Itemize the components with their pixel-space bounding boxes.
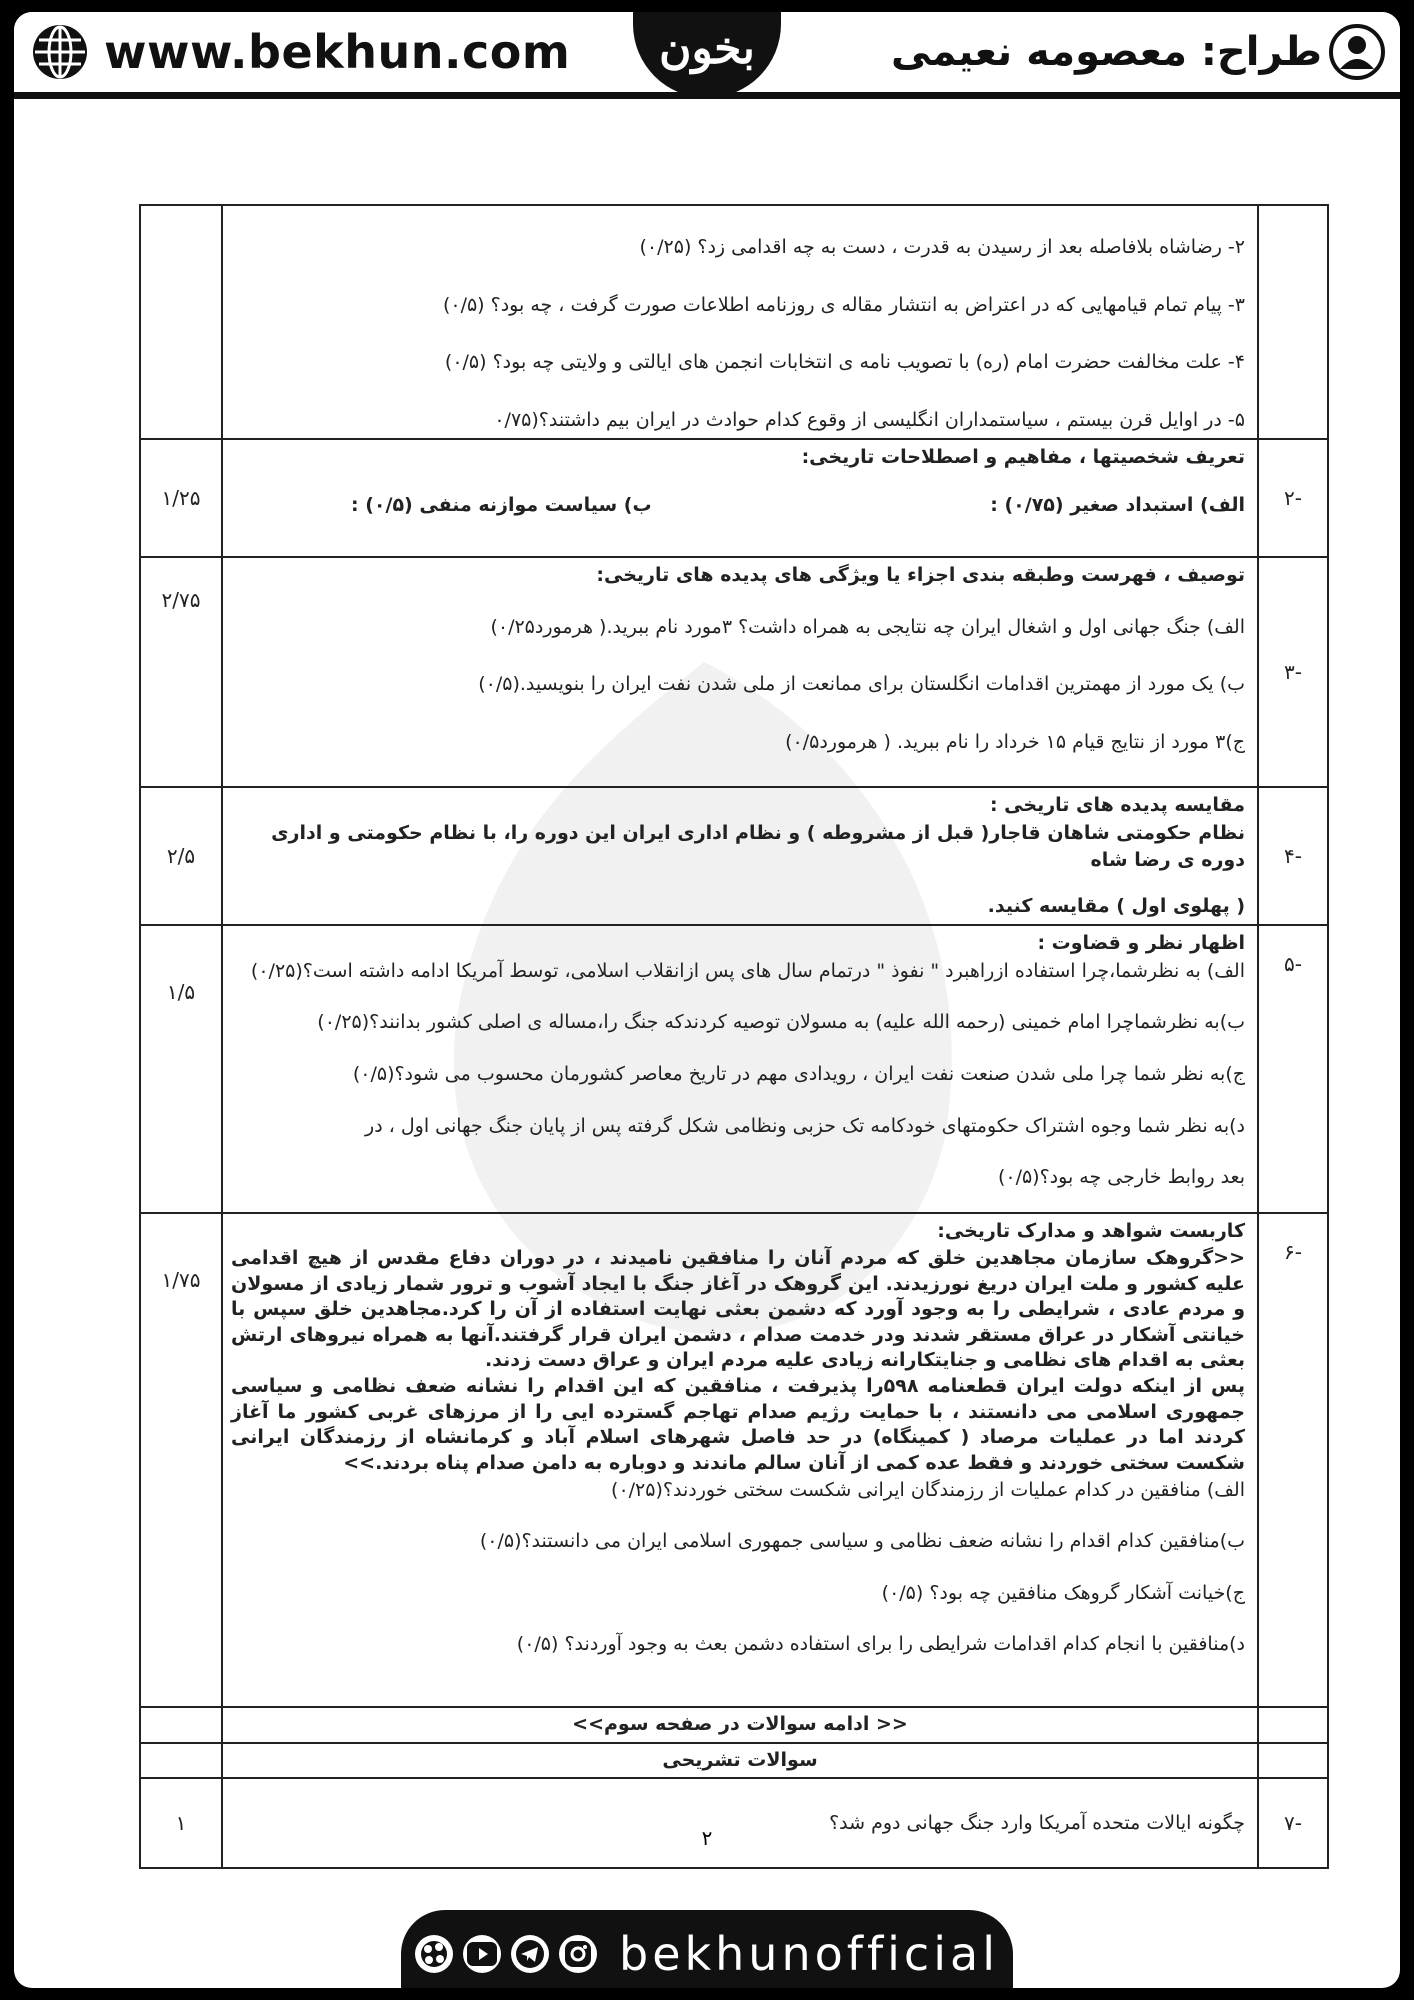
empty-cell [140,1707,222,1743]
section-title: سوالات تشریحی [222,1743,1258,1779]
question-score: ۱/۷۵ [140,1213,222,1707]
q5-part-d-line-1: د)به نظر شما وجوه اشتراک حکومتهای خودکامه تک حزبی ونظامی شکل گرفته پس از پایان جنگ جهانی اول ، در [365,1114,1245,1137]
q2-title: تعریف شخصیتها ، مفاهیم و اصطلاحات تاریخی: [801,446,1245,469]
question-number: -۶ [1258,1213,1328,1707]
q4-body-line-2: ( پهلوی اول ) مقایسه کنید. [987,894,1245,917]
brand-logo [633,12,781,98]
q2-parts [231,492,1245,520]
designer-credit [891,20,1386,84]
exam-table [139,204,1329,1869]
q5-part-c: ج)به نظر شما چرا ملی شدن صنعت نفت ایران ، رویدادی مهم در تاریخ معاصر کشورمان محسوب می شود؟(۰/۵) [352,1063,1245,1086]
telegram-icon[interactable] [511,1935,549,1973]
globe-icon [30,22,90,82]
question-row-5 [140,925,1328,1213]
question-score: ۱/۲۵ [140,439,222,557]
question-score: ۲/۷۵ [140,557,222,787]
user-icon [1328,23,1386,81]
site-url[interactable]: www.bekhun.com [104,25,571,79]
question-score [140,205,222,439]
q3-part-b: ب) یک مورد از مهمترین اقدامات انگلستان برای ممانعت از ملی شدن نفت ایران را بنویسید.(۰/۵) [478,673,1245,696]
social-footer [401,1910,1013,1988]
q4-body-line-1: نظام حکومتی شاهان قاجار( قبل از مشروطه ) و نظام اداری ایران این دوره را، با نظام حکومتی و اداری دوره ی رضا شاه [271,821,1245,872]
designer-name: طراح: معصومه نعیمی [890,29,1322,75]
question-content [222,1778,1258,1868]
logo-text: بخون [659,22,755,74]
question-content [222,787,1258,925]
q1-item-2: ۲- رضاشاه بلافاصله بعد از رسیدن به قدرت ، دست به چه اقدامی زد؟ (۰/۲۵) [639,236,1245,258]
q5-part-a: الف) به نظرشما،چرا استفاده ازراهبرد " نفوذ " درتمام سال های پس ازانقلاب اسلامی، توسط آمریکا ادامه داشته است؟(۰/۲۵) [250,959,1245,982]
q6-part-d: د)منافقین با انجام کدام اقدامات شرایطی را برای استفاده دشمن بعث به وجود آوردند؟ (۰/۵) [516,1633,1245,1656]
q6-part-c: ج)خیانت آشکار گروهک منافقین چه بود؟ (۰/۵) [881,1581,1245,1604]
empty-cell [1258,1707,1328,1743]
section-row [140,1743,1328,1779]
question-row-1 [140,205,1328,439]
q5-title: اظهار نظر و قضاوت : [1037,932,1245,955]
empty-cell [1258,1743,1328,1779]
q5-part-d-line-2: بعد روابط خارجی چه بود؟(۰/۵) [997,1166,1245,1189]
q2-part-a: الف) استبداد صغیر (۰/۷۵) : [990,493,1245,516]
question-content [222,1213,1258,1707]
q5-part-b: ب)به نظرشماچرا امام خمینی (رحمه الله علیه) به مسولان توصیه کردندکه جنگ را،مساله ی اصلی کشور بدانند؟(۰/۲۵) [317,1011,1245,1034]
q1-item-5: ۵- در اوایل قرن بیستم ، سیاستمداران انگلیسی از وقوع کدام حوادث در ایران بیم داشتند؟(۰/۷۵ [494,408,1245,431]
aparat-icon[interactable] [415,1935,453,1973]
q3-part-a: الف) جنگ جهانی اول و اشغال ایران چه نتایجی به همراه داشت؟ ۳مورد نام ببرید.( هرمورد۰/۲۵) [490,615,1245,638]
q3-title: توصیف ، فهرست وطبقه بندی اجزاء یا ویژگی های پدیده های تاریخی: [596,564,1245,587]
question-score: ۱ [140,1778,222,1868]
question-number: -۵ [1258,925,1328,1213]
empty-cell [140,1743,222,1779]
question-number [1258,205,1328,439]
q6-passage-1: <<گروهک سازمان مجاهدین خلق که مردم آنان را منافقین نامیدند ، در دوران دفاع مقدس از هیچ اقدامی علیه کشور و ملت ایران دریغ نورزیدند. این گروهک در آغاز جنگ با ایجاد آشوب و ترور شمار زیادی از مسولان و مردم عادی ، شرایطی را به وجود آورد که دشمن بعثی نهایت استفاده از آن را کرد.مجاهدین خلق سپس با خیانتی آشکار در عراق مستقر شدند ودر خدمت صدام ، دشمن ایران قرار گرفتند.آنها به همراه نیروهای ارتش بعثی به اقدام های نظامی و جنایتکارانه زیادی علیه مردم ایران و عراق دست زدند. [231,1246,1245,1372]
instagram-icon[interactable] [559,1935,597,1973]
youtube-icon[interactable] [463,1935,501,1973]
q6-passage-2: پس از اینکه دولت ایران قطعنامه ۵۹۸را پذیرفت ، منافقین که این اقدام را نشانه ضعف نظامی و سیاسی جمهوری اسلامی می دانستند ، با حمایت رژیم صدام تهاجم گسترده ایی را از مرزهای غربی کشور ما آغاز کردند اما در عملیات مرصاد ( کمینگاه) در حد فاصل شهرهای اسلام آباد و کرمانشاه از رزمندگان ایرانی شکست سختی خوردند و فقط عده کمی از آنان سالم ماندند و دوباره به دامن صدام پناه بردند.>> [231,1375,1245,1475]
q3-part-c: ج)۳ مورد از نتایج قیام ۱۵ خرداد را نام ببرید. ( هرمورد۰/۵) [785,730,1245,753]
question-content [222,205,1258,439]
question-number: -۴ [1258,787,1328,925]
question-score: ۲/۵ [140,787,222,925]
q4-title: مقایسه پدیده های تاریخی : [989,794,1245,817]
question-row-4 [140,787,1328,925]
continue-row [140,1707,1328,1743]
q6-title: کاربست شواهد و مدارک تاریخی: [937,1220,1245,1243]
q6-part-a: الف) منافقین در کدام عملیات از رزمندگان ایرانی شکست سختی خوردند؟(۰/۲۵) [611,1478,1245,1501]
question-number: -۷ [1258,1778,1328,1868]
question-number: -۲ [1258,439,1328,557]
question-row-6 [140,1213,1328,1707]
question-row-7 [140,1778,1328,1868]
q1-item-4: ۴- علت مخالفت حضرت امام (ره) با تصویب نامه ی انتخابات انجمن های ایالتی و ولایتی چه بود؟ (۰/۵) [444,351,1245,374]
question-score: ۱/۵ [140,925,222,1213]
exam-page [14,12,1400,1988]
question-number: -۳ [1258,557,1328,787]
question-content [222,557,1258,787]
question-row-2 [140,439,1328,557]
question-content [222,925,1258,1213]
page-header [14,12,1400,99]
page-number: ۲ [701,1826,713,1850]
q2-part-b: ب) سیاست موازنه منفی (۰/۵) : [351,493,652,516]
question-row-3 [140,557,1328,787]
q1-item-3: ۳- پیام تمام قیامهایی که در اعتراض به انتشار مقاله ی روزنامه اطلاعات صورت گرفت ، چه بود؟ (۰/۵) [442,293,1245,316]
q7-text: چگونه ایالات متحده آمریکا وارد جنگ جهانی دوم شد؟ [829,1811,1245,1834]
social-handle[interactable]: bekhunofficial [619,1927,999,1981]
q6-part-b: ب)منافقین کدام اقدام را نشانه ضعف نظامی و سیاسی جمهوری اسلامی ایران می دانستند؟(۰/۵) [479,1530,1245,1553]
question-content [222,439,1258,557]
site-link[interactable] [30,20,570,84]
continue-note: << ادامه سوالات در صفحه سوم>> [222,1707,1258,1743]
